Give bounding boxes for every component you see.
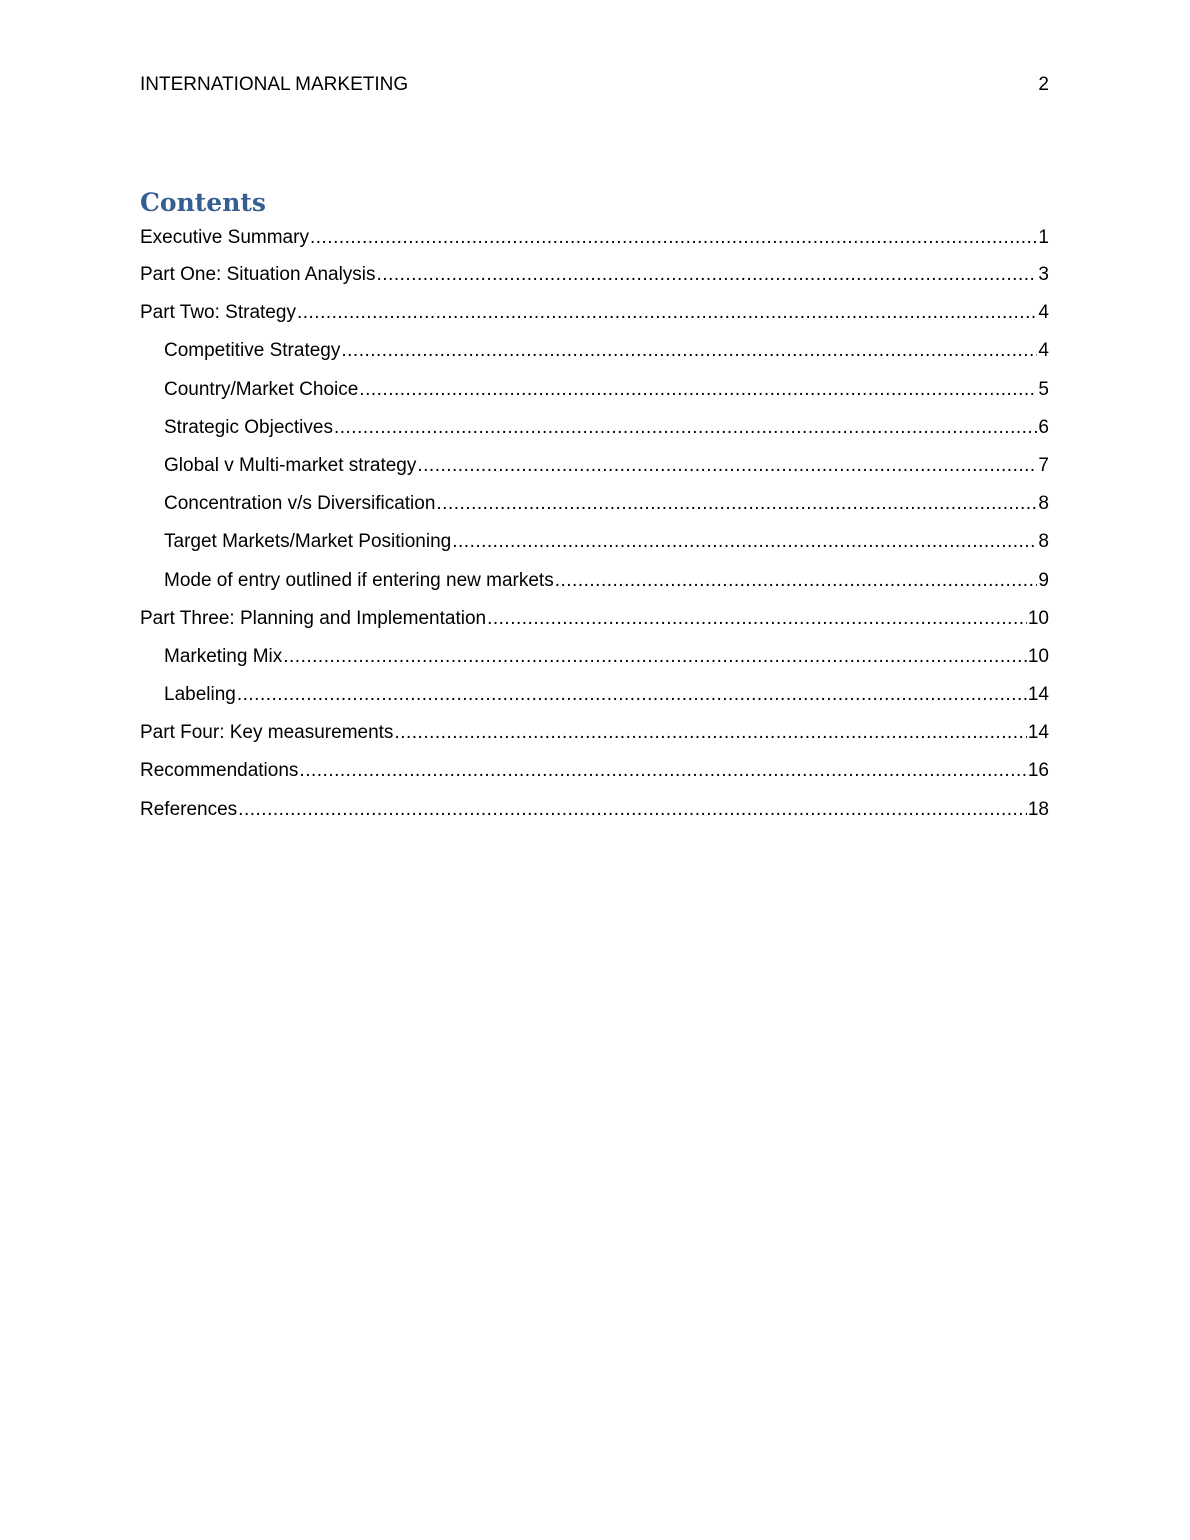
toc-entry-label: Strategic Objectives <box>164 416 333 438</box>
toc-entry-mode-of-entry[interactable] <box>140 562 1049 600</box>
dot-leader <box>238 791 1027 829</box>
toc-entry-page: 7 <box>1038 454 1049 476</box>
dot-leader <box>377 256 1038 294</box>
toc-entry-page: 10 <box>1027 607 1049 629</box>
toc-entry-label: Executive Summary <box>140 227 309 248</box>
toc-entry-situation-analysis[interactable] <box>140 256 1049 294</box>
toc-entry-label: Concentration v/s Diversification <box>164 493 436 515</box>
toc-entry-page: 4 <box>1038 302 1049 324</box>
toc-entry-target-markets[interactable] <box>140 523 1049 561</box>
toc-entry-references[interactable] <box>140 791 1049 829</box>
header-page-number: 2 <box>1038 74 1049 95</box>
toc-entry-page: 10 <box>1027 645 1049 667</box>
toc-entry-global-vs-multi-market[interactable] <box>140 447 1049 485</box>
dot-leader <box>341 332 1037 370</box>
toc-entry-label: Part One: Situation Analysis <box>140 264 376 285</box>
toc-entry-page: 8 <box>1038 493 1049 515</box>
dot-leader <box>310 220 1037 256</box>
toc-entry-strategy[interactable] <box>140 294 1049 332</box>
dot-leader <box>417 447 1037 485</box>
toc-entry-page: 14 <box>1027 722 1049 744</box>
toc-entry-page: 4 <box>1038 340 1049 362</box>
toc-entry-label: Part Two: Strategy <box>140 302 296 324</box>
toc-entry-label: Target Markets/Market Positioning <box>164 531 452 553</box>
toc-entry-key-measurements[interactable] <box>140 714 1049 752</box>
toc-list <box>140 220 1049 829</box>
toc-entry-label: Country/Market Choice <box>164 378 359 400</box>
toc-entry-page: 9 <box>1038 569 1049 591</box>
dot-leader <box>334 409 1037 447</box>
toc-entry-label: Mode of entry outlined if entering new markets <box>164 569 554 591</box>
toc-entry-page: 5 <box>1038 378 1049 400</box>
toc-entry-label: Labeling <box>164 684 236 706</box>
toc-entry-strategic-objectives[interactable] <box>140 409 1049 447</box>
dot-leader <box>555 562 1038 600</box>
toc-entry-planning-implementation[interactable] <box>140 600 1049 638</box>
dot-leader <box>394 714 1026 752</box>
toc-entry-concentration-diversification[interactable] <box>140 485 1049 523</box>
toc-entry-page: 1 <box>1038 227 1049 248</box>
dot-leader <box>237 676 1027 714</box>
dot-leader <box>359 371 1037 409</box>
toc-entry-page: 8 <box>1038 531 1049 553</box>
table-of-contents <box>140 186 1049 829</box>
toc-entry-recommendations[interactable] <box>140 752 1049 790</box>
toc-entry-label: Global v Multi-market strategy <box>164 454 417 476</box>
toc-entry-label: Competitive Strategy <box>164 340 341 362</box>
toc-heading: Contents <box>140 188 267 217</box>
toc-entry-page: 14 <box>1027 684 1049 706</box>
toc-entry-labeling[interactable] <box>140 676 1049 714</box>
toc-entry-marketing-mix[interactable] <box>140 638 1049 676</box>
toc-entry-page: 16 <box>1027 760 1049 782</box>
toc-entry-competitive-strategy[interactable] <box>140 332 1049 370</box>
dot-leader <box>436 485 1037 523</box>
toc-entry-label: Recommendations <box>140 760 299 782</box>
running-title: INTERNATIONAL MARKETING <box>140 74 409 95</box>
toc-entry-executive-summary[interactable] <box>140 220 1049 256</box>
toc-entry-label: Part Four: Key measurements <box>140 722 394 744</box>
dot-leader <box>297 294 1037 332</box>
dot-leader <box>283 638 1027 676</box>
toc-entry-page: 3 <box>1038 264 1049 285</box>
toc-entry-label: Part Three: Planning and Implementation <box>140 607 487 629</box>
dot-leader <box>452 523 1037 561</box>
dot-leader <box>299 752 1026 790</box>
toc-entry-label: Marketing Mix <box>164 645 283 667</box>
toc-entry-country-market-choice[interactable] <box>140 371 1049 409</box>
toc-entry-label: References <box>140 798 238 820</box>
toc-entry-page: 18 <box>1027 798 1049 820</box>
running-header <box>140 72 1049 98</box>
toc-entry-page: 6 <box>1038 416 1049 438</box>
dot-leader <box>487 600 1027 638</box>
